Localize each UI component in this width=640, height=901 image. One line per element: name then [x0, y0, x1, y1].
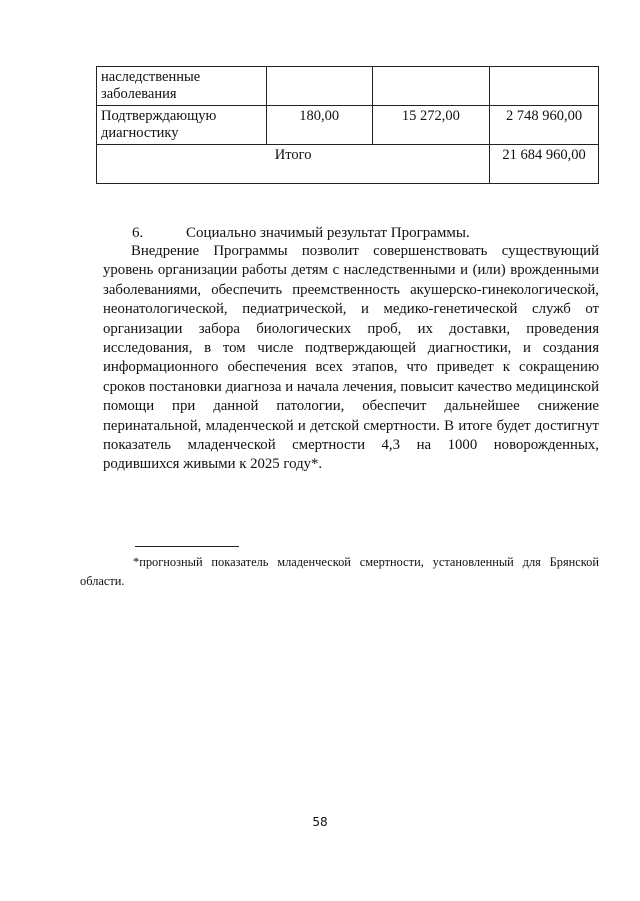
table-row	[97, 106, 599, 145]
cost-table	[96, 66, 599, 184]
section-title: Социально значимый результат Программы.	[186, 225, 470, 241]
footnote-divider	[135, 546, 239, 547]
section-number: 6.	[132, 225, 144, 241]
total-label: Итого	[97, 145, 490, 184]
footnote: *прогнозный показатель младенческой смертности, установленный для Брянской области.	[80, 555, 599, 588]
table-row-total	[97, 145, 599, 184]
table-cell-quantity	[266, 67, 372, 106]
table-cell-sum: 2 748 960,00	[490, 106, 599, 145]
total-value: 21 684 960,00	[490, 145, 599, 184]
table-cell-quantity: 180,00	[266, 106, 372, 145]
page-number: 58	[312, 815, 328, 829]
table-cell-name: Подтверждающую диагностику	[97, 106, 267, 145]
table-row	[97, 67, 599, 106]
table-cell-price	[372, 67, 490, 106]
table-cell-price: 15 272,00	[372, 106, 490, 145]
table-cell-sum	[490, 67, 599, 106]
table-cell-name: наследственные заболевания	[97, 67, 267, 106]
section-paragraph: Внедрение Программы позволит совершенствовать существующий уровень организации работы детям с наследственными и (или) врожденными заболеваниями, обеспечить преемственность акушерско-гинекологической, неонатологической, педиатрической, и медико-генетической служб от организации забора биологических проб, их доставки, проведения исследования, в том числе подтверждающей диагностики, и создания информационного обеспечения всех этапов, что приведет к сокращению сроков постановки диагноза и начала лечения, повысит качество медицинской помощи при данной патологии, обеспечит дальнейшее снижение перинатальной, младенческой и детской смертности. В итоге будет достигнут показатель младенческой смертности 4,3 на 1000 новорожденных, родившихся живыми к 2025 году*.	[103, 243, 599, 473]
section-heading	[132, 224, 470, 243]
